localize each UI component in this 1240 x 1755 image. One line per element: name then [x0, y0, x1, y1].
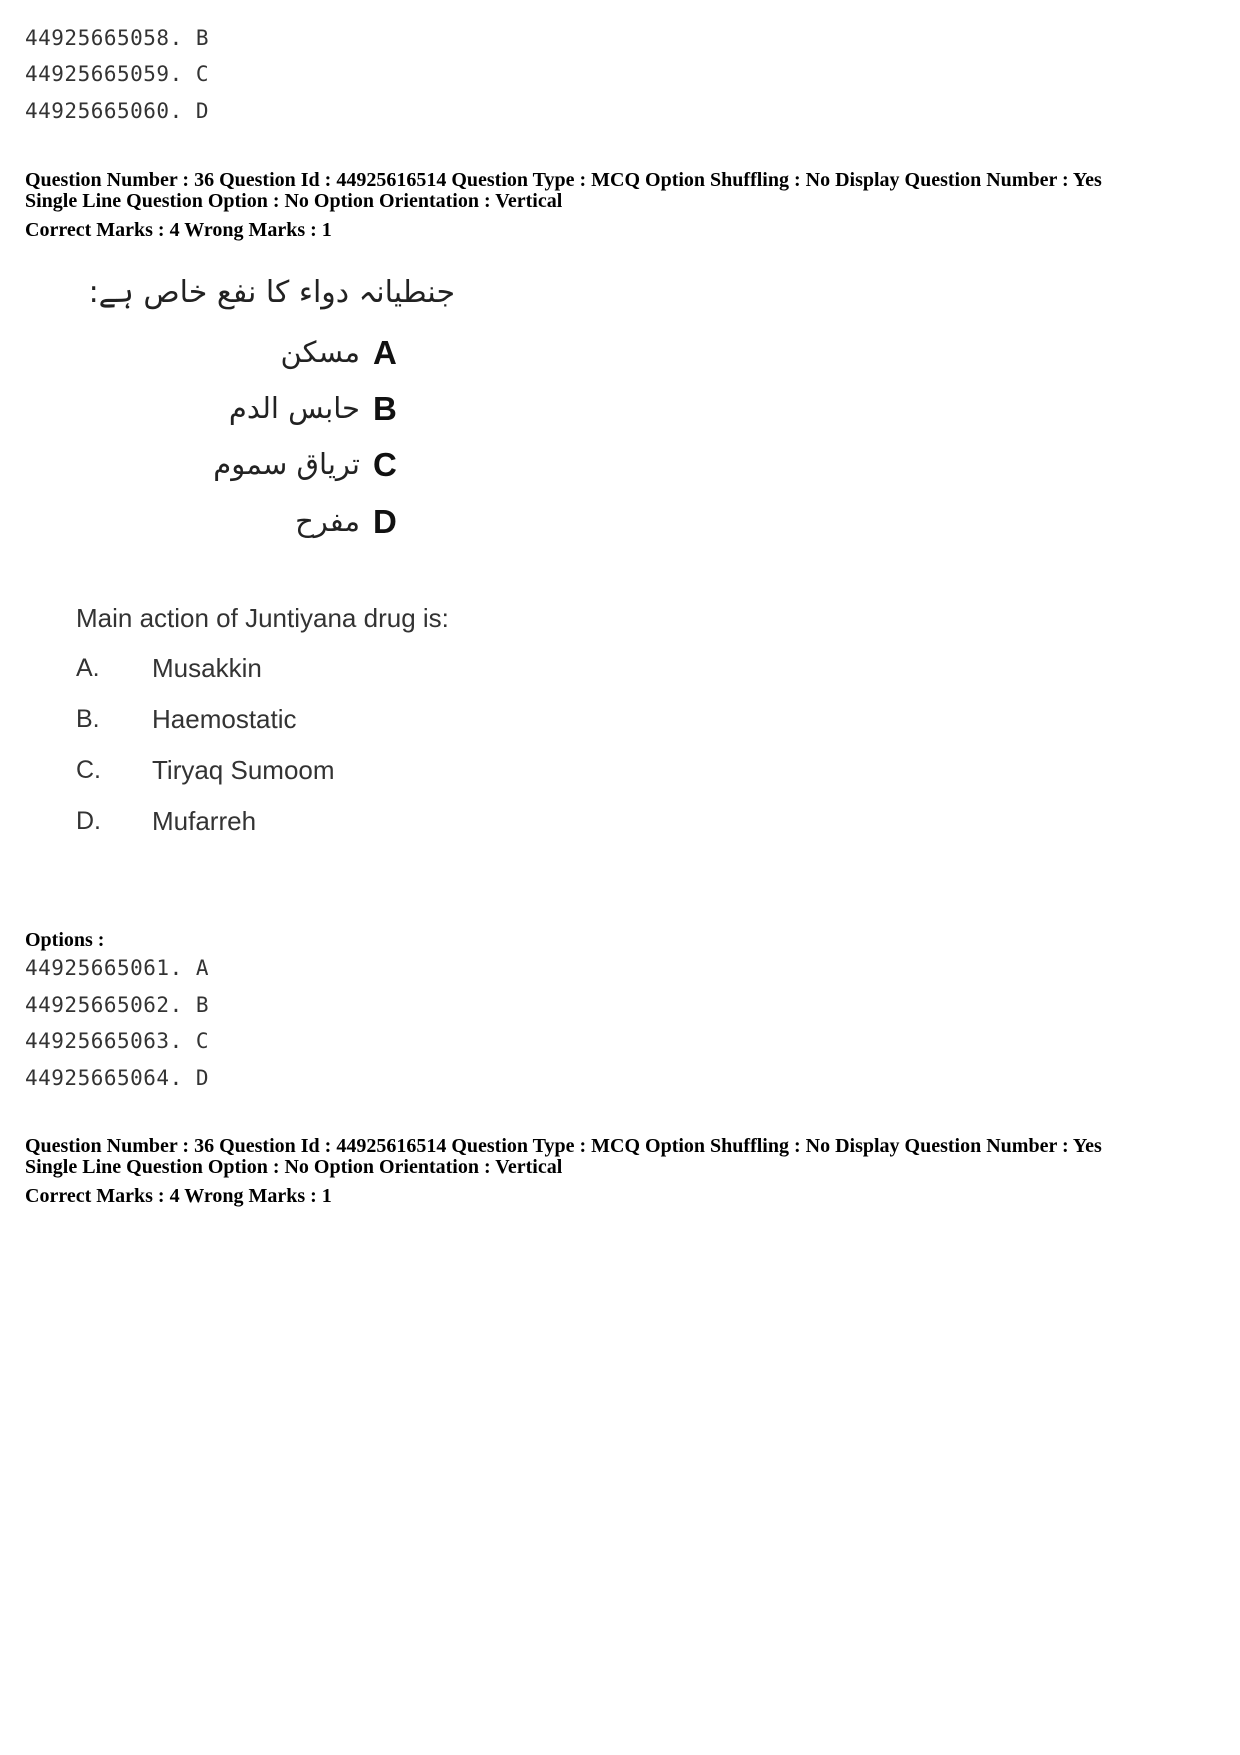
urdu-option-letter-b: B — [373, 390, 397, 427]
urdu-option-letter-a: A — [373, 334, 397, 371]
english-option-letter-d: D. — [76, 807, 101, 835]
next-question-marks-line: Correct Marks : 4 Wrong Marks : 1 — [25, 1185, 332, 1207]
question-meta-line-1: Question Number : 36 Question Id : 44925616514 Question Type : MCQ Option Shuffling : No Display Question Number : Yes — [25, 169, 1102, 191]
urdu-question-text: جنطیانہ دواء کا نفع خاص ہے: — [88, 275, 455, 310]
urdu-option-text-d: مفرح — [295, 504, 360, 538]
next-question-meta-line-2: Single Line Question Option : No Option Orientation : Vertical — [25, 1156, 563, 1178]
english-option-text-a: Musakkin — [152, 653, 262, 683]
prev-option-id-3: 44925665060. D — [25, 99, 210, 123]
options-label: Options : — [25, 929, 105, 951]
english-option-text-d: Mufarreh — [152, 806, 257, 836]
english-option-letter-a: A. — [76, 654, 100, 682]
english-option-text-c: Tiryaq Sumoom — [152, 755, 335, 785]
urdu-option-letter-c: C — [373, 446, 397, 483]
english-question-text: Main action of Juntiyana drug is: — [76, 603, 449, 633]
english-option-letter-c: C. — [76, 756, 101, 784]
question-marks-line: Correct Marks : 4 Wrong Marks : 1 — [25, 219, 332, 241]
option-id-2: 44925665062. B — [25, 993, 210, 1017]
urdu-option-text-a: مسکن — [280, 335, 360, 369]
prev-option-id-1: 44925665058. B — [25, 26, 210, 50]
prev-option-id-2: 44925665059. C — [25, 62, 210, 86]
urdu-option-text-b: حابس الدم — [228, 391, 360, 425]
english-option-letter-b: B. — [76, 705, 100, 733]
option-id-3: 44925665063. C — [25, 1029, 210, 1053]
next-question-meta-line-1: Question Number : 36 Question Id : 44925616514 Question Type : MCQ Option Shuffling : No Display Question Number : Yes — [25, 1135, 1102, 1157]
question-meta-line-2: Single Line Question Option : No Option Orientation : Vertical — [25, 190, 563, 212]
question-image — [40, 255, 500, 855]
option-id-1: 44925665061. A — [25, 956, 210, 980]
urdu-option-letter-d: D — [373, 503, 397, 540]
english-option-text-b: Haemostatic — [152, 704, 297, 734]
option-id-4: 44925665064. D — [25, 1066, 210, 1090]
urdu-option-text-c: تریاق سموم — [213, 447, 360, 481]
